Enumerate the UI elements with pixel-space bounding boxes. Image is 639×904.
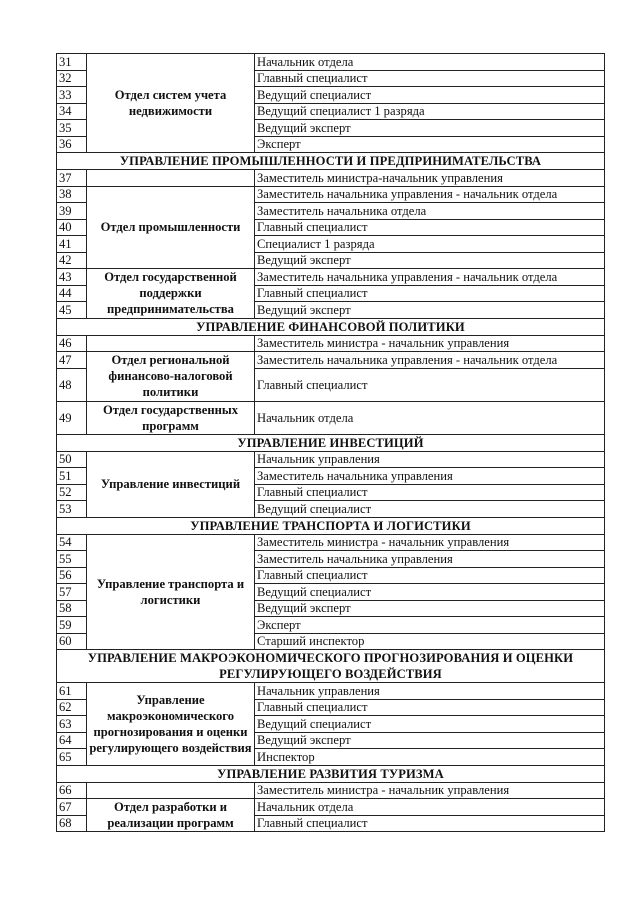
table-row <box>57 54 605 71</box>
department-name <box>87 335 255 352</box>
department-name <box>87 782 255 799</box>
department-name: Отдел государственной поддержки предпринимательства <box>87 269 255 319</box>
table-row <box>57 534 605 551</box>
position-title: Начальник отдела <box>255 799 605 816</box>
position-title: Эксперт <box>255 136 605 153</box>
row-number: 63 <box>57 716 87 733</box>
department-name: Отдел разработки и реализации программ <box>87 799 255 832</box>
row-number: 37 <box>57 170 87 187</box>
position-title: Заместитель начальника управления - начальник отдела <box>255 352 605 369</box>
staff-table-body <box>57 54 605 832</box>
position-title: Инспектор <box>255 749 605 766</box>
position-title: Ведущий эксперт <box>255 252 605 269</box>
row-number: 40 <box>57 219 87 236</box>
table-row <box>57 782 605 799</box>
position-title: Старший инспектор <box>255 633 605 650</box>
row-number: 67 <box>57 799 87 816</box>
position-title: Главный специалист <box>255 285 605 302</box>
position-title: Главный специалист <box>255 699 605 716</box>
position-title: Главный специалист <box>255 70 605 87</box>
row-number: 46 <box>57 335 87 352</box>
row-number: 45 <box>57 302 87 319</box>
section-header-row <box>57 434 605 451</box>
row-number: 66 <box>57 782 87 799</box>
position-title: Специалист 1 разряда <box>255 236 605 253</box>
row-number: 39 <box>57 203 87 220</box>
row-number: 58 <box>57 600 87 617</box>
section-title: УПРАВЛЕНИЕ ТРАНСПОРТА И ЛОГИСТИКИ <box>57 517 605 534</box>
row-number: 44 <box>57 285 87 302</box>
row-number: 61 <box>57 683 87 700</box>
position-title: Ведущий эксперт <box>255 600 605 617</box>
position-title: Заместитель начальника отдела <box>255 203 605 220</box>
position-title: Начальник отдела <box>255 401 605 434</box>
table-row <box>57 170 605 187</box>
position-title: Главный специалист <box>255 567 605 584</box>
section-title: УПРАВЛЕНИЕ МАКРОЭКОНОМИЧЕСКОГО ПРОГНОЗИРОВАНИЯ И ОЦЕНКИ РЕГУЛИРУЮЩЕГО ВОЗДЕЙСТВИЯ <box>57 650 605 683</box>
position-title: Главный специалист <box>255 815 605 832</box>
table-row <box>57 451 605 468</box>
position-title: Заместитель министра - начальник управления <box>255 782 605 799</box>
position-title: Ведущий эксперт <box>255 120 605 137</box>
department-name: Отдел промышленности <box>87 186 255 269</box>
position-title: Заместитель министра - начальник управления <box>255 335 605 352</box>
row-number: 59 <box>57 617 87 634</box>
department-name: Управление инвестиций <box>87 451 255 517</box>
row-number: 35 <box>57 120 87 137</box>
row-number: 34 <box>57 103 87 120</box>
position-title: Главный специалист <box>255 484 605 501</box>
department-name: Управление транспорта и логистики <box>87 534 255 650</box>
position-title: Ведущий специалист <box>255 501 605 518</box>
section-title: УПРАВЛЕНИЕ ИНВЕСТИЦИЙ <box>57 434 605 451</box>
row-number: 62 <box>57 699 87 716</box>
department-name: Управление макроэкономического прогнозирования и оценки регулирующего воздействия <box>87 683 255 766</box>
position-title: Ведущий специалист <box>255 87 605 104</box>
section-header-row <box>57 765 605 782</box>
position-title: Начальник управления <box>255 451 605 468</box>
row-number: 31 <box>57 54 87 71</box>
section-title: УПРАВЛЕНИЕ ФИНАНСОВОЙ ПОЛИТИКИ <box>57 318 605 335</box>
section-header-row <box>57 318 605 335</box>
row-number: 64 <box>57 732 87 749</box>
table-row <box>57 401 605 434</box>
position-title: Заместитель начальника управления - начальник отдела <box>255 186 605 203</box>
position-title: Заместитель министра - начальник управления <box>255 534 605 551</box>
row-number: 50 <box>57 451 87 468</box>
department-name <box>87 170 255 187</box>
table-row <box>57 335 605 352</box>
row-number: 41 <box>57 236 87 253</box>
row-number: 52 <box>57 484 87 501</box>
table-row <box>57 799 605 816</box>
row-number: 68 <box>57 815 87 832</box>
section-header-row <box>57 650 605 683</box>
position-title: Заместитель начальника управления - начальник отдела <box>255 269 605 286</box>
row-number: 53 <box>57 501 87 518</box>
row-number: 55 <box>57 551 87 568</box>
position-title: Заместитель министра-начальник управления <box>255 170 605 187</box>
row-number: 32 <box>57 70 87 87</box>
row-number: 60 <box>57 633 87 650</box>
section-header-row <box>57 517 605 534</box>
position-title: Ведущий эксперт <box>255 732 605 749</box>
row-number: 33 <box>57 87 87 104</box>
department-name: Отдел систем учета недвижимости <box>87 54 255 153</box>
row-number: 49 <box>57 401 87 434</box>
position-title: Ведущий специалист 1 разряда <box>255 103 605 120</box>
row-number: 57 <box>57 584 87 601</box>
row-number: 42 <box>57 252 87 269</box>
row-number: 38 <box>57 186 87 203</box>
staff-table <box>56 53 605 832</box>
row-number: 36 <box>57 136 87 153</box>
position-title: Ведущий специалист <box>255 716 605 733</box>
table-row <box>57 269 605 286</box>
row-number: 43 <box>57 269 87 286</box>
row-number: 56 <box>57 567 87 584</box>
position-title: Ведущий специалист <box>255 584 605 601</box>
table-row <box>57 352 605 369</box>
section-title: УПРАВЛЕНИЕ ПРОМЫШЛЕННОСТИ И ПРЕДПРИНИМАТЕЛЬСТВА <box>57 153 605 170</box>
row-number: 65 <box>57 749 87 766</box>
row-number: 47 <box>57 352 87 369</box>
position-title: Главный специалист <box>255 219 605 236</box>
position-title: Главный специалист <box>255 368 605 401</box>
position-title: Начальник управления <box>255 683 605 700</box>
position-title: Начальник отдела <box>255 54 605 71</box>
row-number: 54 <box>57 534 87 551</box>
position-title: Заместитель начальника управления <box>255 468 605 485</box>
table-row <box>57 186 605 203</box>
position-title: Ведущий эксперт <box>255 302 605 319</box>
table-row <box>57 683 605 700</box>
department-name: Отдел региональной финансово-налоговой политики <box>87 352 255 402</box>
position-title: Заместитель начальника управления <box>255 551 605 568</box>
department-name: Отдел государственных программ <box>87 401 255 434</box>
row-number: 51 <box>57 468 87 485</box>
row-number: 48 <box>57 368 87 401</box>
position-title: Эксперт <box>255 617 605 634</box>
section-title: УПРАВЛЕНИЕ РАЗВИТИЯ ТУРИЗМА <box>57 765 605 782</box>
section-header-row <box>57 153 605 170</box>
